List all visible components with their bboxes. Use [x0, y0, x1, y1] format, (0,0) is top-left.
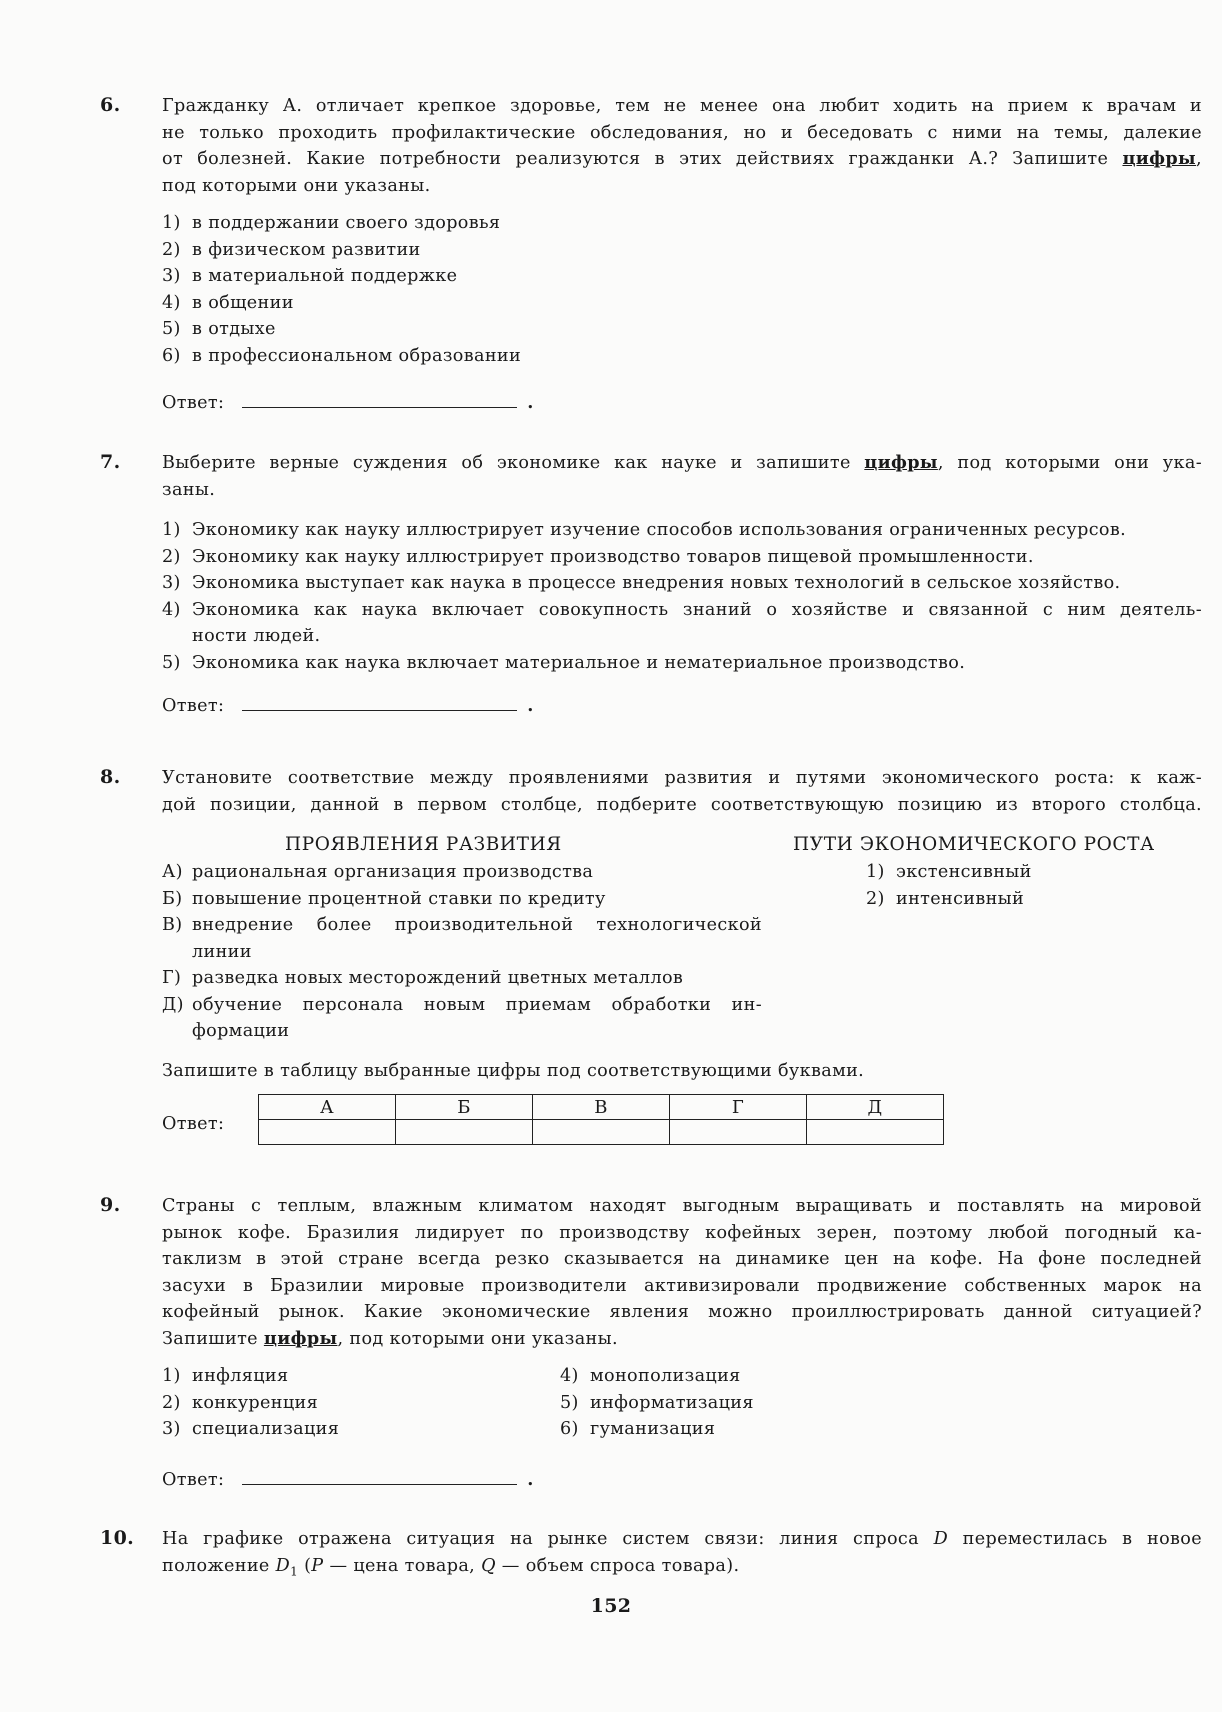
question-6-options — [162, 210, 521, 369]
option-text: монополизация — [590, 1366, 741, 1386]
table-header-row — [259, 1095, 944, 1120]
q10-line-1 — [162, 1526, 1202, 1553]
item-indent — [162, 1018, 192, 1045]
item-number: 2) — [866, 888, 885, 909]
left-column-header: ПРОЯВЛЕНИЯ РАЗВИТИЯ — [285, 834, 562, 855]
option-text-continued: ности людей. — [192, 626, 321, 646]
item-text: повышение процентной ставки по кредиту — [192, 888, 606, 909]
list-item — [162, 912, 762, 939]
answer-period: . — [527, 695, 534, 716]
list-item-continuation — [162, 623, 1202, 650]
answer-cell[interactable] — [396, 1120, 533, 1145]
q10-line-2-pre: положение — [162, 1555, 276, 1576]
list-item — [162, 597, 1202, 624]
item-text: рациональная организация производства — [192, 862, 594, 882]
list-item-continuation — [162, 939, 762, 966]
list-item-continuation — [162, 1018, 762, 1045]
page-number: 152 — [590, 1595, 632, 1617]
q9-line-6-pre: Запишите — [162, 1328, 264, 1349]
item-text-continued: линии — [192, 941, 252, 962]
variable-q: Q — [481, 1555, 496, 1576]
table-answer-row — [259, 1120, 944, 1145]
list-item — [162, 316, 521, 343]
answer-label: Ответ: — [162, 696, 225, 716]
item-number: 1) — [866, 862, 885, 882]
item-indent — [162, 939, 192, 966]
question-10-number: 10. — [100, 1527, 135, 1549]
question-7-text — [162, 450, 1202, 503]
question-9-answer — [162, 1464, 534, 1490]
option-number: 3) — [162, 1419, 181, 1439]
option-indent — [162, 623, 192, 650]
table-header-cell: В — [533, 1095, 670, 1120]
q6-line-3-text: от болезней. Какие потребности реализуются в этих действиях гражданки А.? Запишите — [162, 149, 1123, 169]
item-text: экстенсивный — [896, 862, 1032, 882]
q6-line-4: под которыми они указаны. — [162, 175, 431, 196]
answer-line[interactable] — [242, 690, 517, 711]
list-item — [560, 1390, 754, 1417]
list-item — [560, 1416, 754, 1443]
list-item — [162, 290, 521, 317]
option-text: в профессиональном образовании — [192, 345, 522, 366]
list-item — [162, 859, 762, 886]
option-text: Экономика как наука включает материальное и нематериальное производство. — [192, 652, 966, 673]
q7-line-2: заны. — [162, 479, 216, 500]
q9-line-5: кофейный рынок. Какие экономические явления можно проиллюстрировать данной ситуацией? — [162, 1302, 1202, 1322]
q7-line-1 — [162, 450, 1202, 477]
option-number: 3) — [162, 573, 181, 593]
item-text: внедрение более производительной технологической — [192, 915, 762, 935]
list-item — [162, 570, 1202, 597]
q7-keyword: цифры — [864, 452, 938, 473]
item-letter: Д) — [162, 994, 184, 1015]
list-item — [162, 886, 762, 913]
growth-path-list — [866, 859, 1032, 912]
answer-cell[interactable] — [670, 1120, 807, 1145]
variable-p: P — [311, 1555, 324, 1576]
answer-table — [258, 1094, 944, 1145]
q7-line-1-pre: Выберите верные суждения об экономике как науке и запишите — [162, 453, 865, 473]
table-header-cell: Д — [807, 1095, 944, 1120]
variable-d1: D — [275, 1555, 291, 1576]
table-header-cell: Г — [670, 1095, 807, 1120]
option-number: 2) — [162, 546, 181, 567]
list-item — [162, 343, 521, 370]
q10-price-text: — цена товара, — [323, 1555, 482, 1576]
option-number: 3) — [162, 266, 181, 286]
list-item — [162, 263, 521, 290]
list-item — [162, 1390, 339, 1417]
answer-label: Ответ: — [162, 1470, 225, 1490]
question-9-options-right — [560, 1363, 754, 1443]
q7-line-1-post: , под которыми они ука- — [937, 453, 1202, 473]
option-number: 5) — [162, 319, 181, 339]
q9-line-6 — [162, 1326, 1202, 1353]
q6-keyword: цифры — [1122, 148, 1197, 169]
list-item — [162, 992, 762, 1019]
option-number: 2) — [162, 239, 181, 260]
answer-label: Ответ: — [162, 1114, 225, 1134]
question-9-text — [162, 1193, 1202, 1352]
q6-comma: , — [1196, 149, 1202, 169]
open-paren: ( — [298, 1555, 312, 1576]
answer-cell[interactable] — [259, 1120, 396, 1145]
q9-line-1: Страны с теплым, влажным климатом находят выгодным выращивать и поставлять на мировой — [162, 1196, 1202, 1216]
option-number: 4) — [162, 599, 181, 620]
item-text: интенсивный — [896, 888, 1025, 909]
option-number: 4) — [560, 1366, 579, 1386]
q10-quantity-text: — объем спроса товара). — [495, 1555, 740, 1576]
list-item — [162, 965, 762, 992]
subscript-1: 1 — [290, 1564, 299, 1579]
option-text: Экономика выступает как наука в процессе внедрения новых технологий в сельское хозяйство. — [192, 573, 1121, 593]
item-letter: Б) — [162, 888, 183, 909]
q6-line-1: Гражданку А. отличает крепкое здоровье, тем не менее она любит ходить на прием к врачам и — [162, 96, 1202, 116]
q9-keyword: цифры — [263, 1327, 338, 1349]
answer-line[interactable] — [242, 1464, 517, 1485]
list-item — [162, 544, 1202, 571]
question-8-text — [162, 765, 1202, 818]
option-text: в поддержании своего здоровья — [192, 213, 501, 233]
q9-line-3: таклизм в этой стране всегда резко сказывается на динамике цен на кофе. На фоне последней — [162, 1249, 1202, 1269]
option-number: 4) — [162, 292, 181, 313]
q9-line-6-post: , под которыми они указаны. — [337, 1328, 618, 1349]
item-letter: В) — [162, 915, 183, 935]
question-6-text — [162, 93, 1202, 199]
item-text-continued: формации — [192, 1021, 290, 1041]
question-9-number: 9. — [100, 1194, 121, 1216]
question-6-answer — [162, 387, 534, 413]
question-10-text — [162, 1526, 1202, 1585]
option-text: в отдыхе — [192, 319, 276, 339]
item-text: разведка новых месторождений цветных металлов — [192, 968, 684, 988]
option-number: 1) — [162, 1366, 181, 1386]
question-8-number: 8. — [100, 766, 121, 788]
option-text: в физическом развитии — [192, 239, 421, 260]
option-text: Экономика как наука включает совокупность знаний о хозяйстве и связанной с ним деятель- — [192, 599, 1202, 620]
q9-line-2: рынок кофе. Бразилия лидирует по производству кофейных зерен, поэтому любой погодный ка- — [162, 1222, 1202, 1243]
development-list — [162, 859, 762, 1045]
right-column-header: ПУТИ ЭКОНОМИЧЕСКОГО РОСТА — [793, 834, 1155, 855]
option-number: 5) — [560, 1392, 579, 1413]
question-7-answer — [162, 690, 534, 716]
item-letter: Г) — [162, 968, 182, 988]
list-item — [162, 1416, 339, 1443]
option-number: 1) — [162, 520, 181, 540]
list-item — [162, 517, 1202, 544]
question-7-options — [162, 517, 1202, 676]
question-6-number: 6. — [100, 94, 121, 116]
option-text: в материальной поддержке — [192, 266, 458, 286]
option-text: Экономику как науку иллюстрирует производство товаров пищевой промышленности. — [192, 546, 1034, 567]
option-text: Экономику как науку иллюстрирует изучение способов использования ограниченных ресурсов. — [192, 520, 1127, 540]
q6-line-2: не только проходить профилактические обследования, но и беседовать с ними на темы, далекие — [162, 122, 1202, 143]
q8-line-1: Установите соответствие между проявлениями развития и путями экономического роста: к каж- — [162, 768, 1202, 788]
list-item — [560, 1363, 754, 1390]
option-text: конкуренция — [192, 1392, 319, 1413]
option-text: в общении — [192, 292, 294, 313]
q10-line-2 — [162, 1553, 1202, 1585]
option-text: инфляция — [192, 1366, 289, 1386]
question-7-number: 7. — [100, 451, 121, 473]
answer-cell[interactable] — [807, 1120, 944, 1145]
option-number: 5) — [162, 652, 181, 673]
answer-period: . — [527, 392, 534, 413]
answer-cell[interactable] — [533, 1120, 670, 1145]
q10-line-1-post: переместилась в новое — [948, 1529, 1202, 1549]
option-number: 2) — [162, 1392, 181, 1413]
option-number: 1) — [162, 213, 181, 233]
list-item — [866, 859, 1032, 886]
option-number: 6) — [560, 1419, 579, 1439]
option-text: информатизация — [590, 1392, 754, 1413]
q9-line-4: засухи в Бразилии мировые производители активизировали продвижение собственных марок на — [162, 1275, 1202, 1296]
question-9-options-left — [162, 1363, 339, 1443]
table-instruction: Запишите в таблицу выбранные цифры под соответствующими буквами. — [162, 1061, 865, 1081]
item-letter: А) — [162, 862, 183, 882]
item-text: обучение персонала новым приемам обработки ин- — [192, 994, 762, 1015]
option-number: 6) — [162, 345, 181, 366]
answer-label: Ответ: — [162, 393, 225, 413]
list-item — [162, 650, 1202, 677]
table-header-cell: Б — [396, 1095, 533, 1120]
list-item — [866, 886, 1032, 913]
q6-line-3 — [162, 146, 1202, 173]
answer-period: . — [527, 1469, 534, 1490]
variable-d: D — [933, 1529, 949, 1549]
q8-line-2: дой позиции, данной в первом столбце, подберите соответствующую позицию из второго столбца. — [162, 794, 1202, 815]
list-item — [162, 1363, 339, 1390]
list-item — [162, 210, 521, 237]
option-text: специализация — [192, 1419, 340, 1439]
option-text: гуманизация — [590, 1419, 716, 1439]
table-header-cell: А — [259, 1095, 396, 1120]
list-item — [162, 237, 521, 264]
q10-line-1-pre: На графике отражена ситуация на рынке систем связи: линия спроса — [162, 1529, 934, 1549]
answer-line[interactable] — [242, 387, 517, 408]
